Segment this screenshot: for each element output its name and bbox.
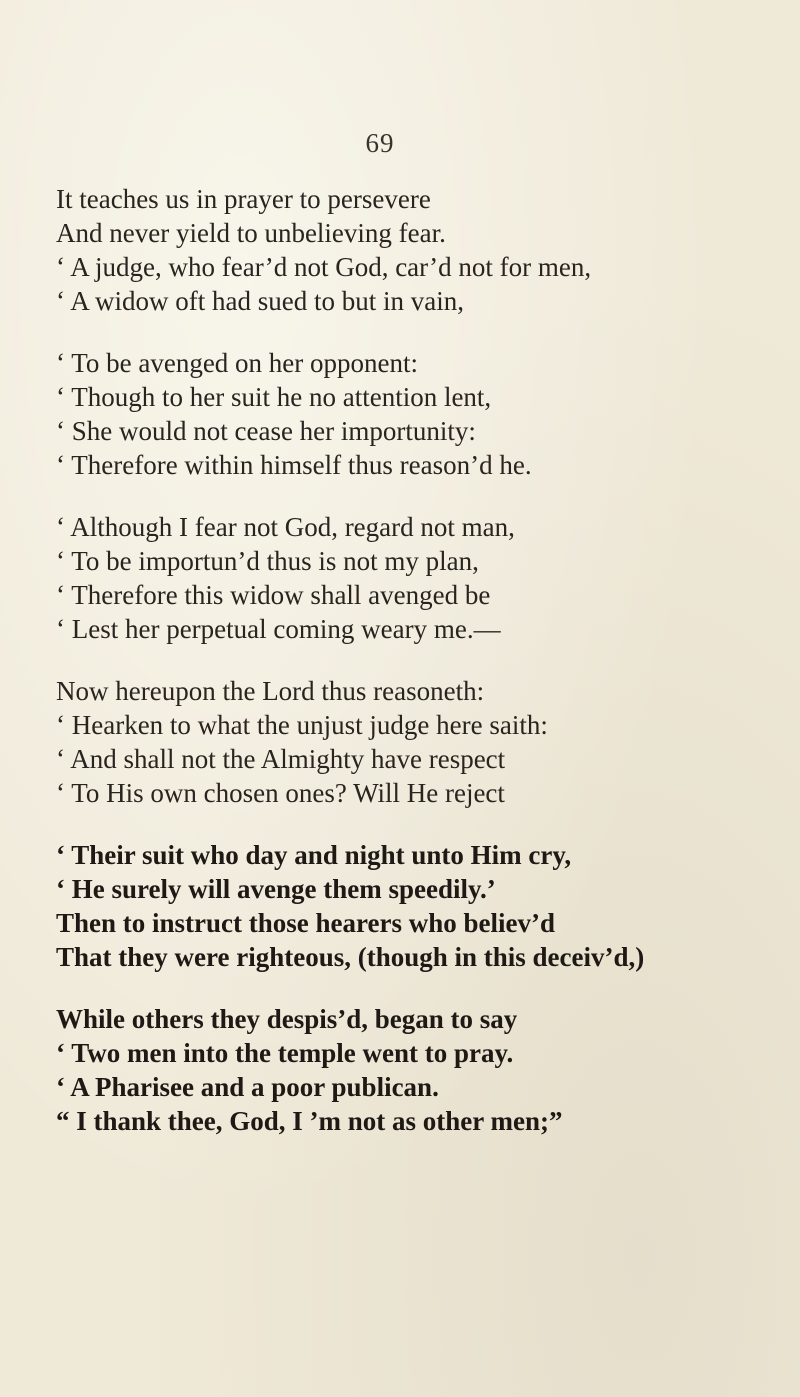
verse-line: ‘ She would not cease her importunity: <box>56 416 476 446</box>
stanza-1 <box>56 182 776 318</box>
verse-line: ‘ Hearken to what the unjust judge here saith: <box>56 710 548 740</box>
verse-line: ‘ A widow oft had sued to but in vain, <box>56 286 464 316</box>
stanza-3 <box>56 510 776 646</box>
verse-line: ‘ To be avenged on her opponent: <box>56 348 419 378</box>
verse-line: And never yield to unbelieving fear. <box>56 218 446 248</box>
verse-line: ‘ He surely will avenge them speedily.’ <box>56 874 496 904</box>
verse-line: ‘ Their suit who day and night unto Him cry, <box>56 840 572 870</box>
verse-line: ‘ Therefore this widow shall avenged be <box>56 580 491 610</box>
verse-line: Now hereupon the Lord thus reasoneth: <box>56 676 485 706</box>
stanza-6 <box>56 1002 776 1138</box>
verse-line: ‘ Lest her perpetual coming weary me.— <box>56 614 501 644</box>
verse-line: ‘ To His own chosen ones? Will He reject <box>56 778 505 808</box>
verse-line: It teaches us in prayer to persevere <box>56 184 431 214</box>
verse-line: That they were righteous, (though in this deceiv’d,) <box>56 942 645 972</box>
verse-line: ‘ Though to her suit he no attention lent, <box>56 382 492 412</box>
stanza-4 <box>56 674 776 810</box>
verse-line: ‘ Two men into the temple went to pray. <box>56 1038 514 1068</box>
verse-line: ‘ A judge, who fear’d not God, car’d not for men, <box>56 252 592 282</box>
page-number: 69 <box>365 128 395 158</box>
verse-line: ‘ A Pharisee and a poor publican. <box>56 1072 439 1102</box>
stanza-2 <box>56 346 776 482</box>
stanza-5 <box>56 838 776 974</box>
verse-line: ‘ And shall not the Almighty have respect <box>56 744 506 774</box>
verse-line: ‘ Although I fear not God, regard not man, <box>56 512 515 542</box>
verse-line: ‘ Therefore within himself thus reason’d he. <box>56 450 532 480</box>
verse-line: “ I thank thee, God, I ’m not as other men;” <box>56 1106 563 1136</box>
verse-line: Then to instruct those hearers who believ’d <box>56 908 555 938</box>
verse-line: While others they despis’d, began to say <box>56 1004 518 1034</box>
verse-line: ‘ To be importun’d thus is not my plan, <box>56 546 479 576</box>
poem-body <box>56 182 776 1166</box>
